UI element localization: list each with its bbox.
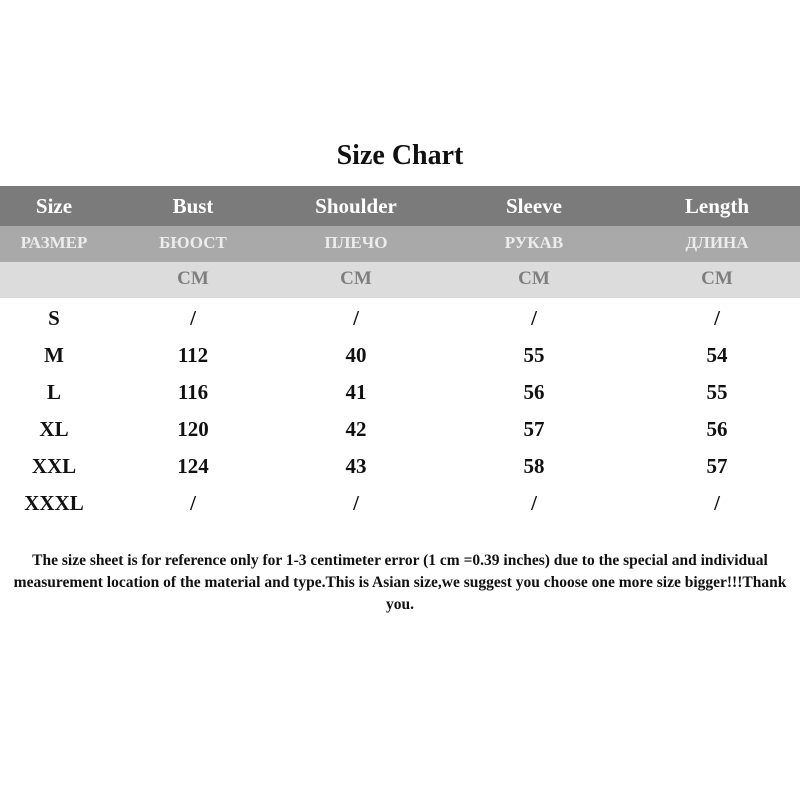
- chart-title: Size Chart: [336, 140, 464, 171]
- header-ru-shoulder: ПЛЕЧО: [324, 233, 388, 252]
- header-ru-sleeve: РУКАВ: [504, 233, 564, 252]
- cell-bust: /: [190, 306, 196, 330]
- cell-length: /: [714, 306, 720, 330]
- cell-shoulder: 40: [345, 343, 367, 367]
- unit-size: [0, 262, 108, 298]
- header-size: Size: [35, 194, 73, 218]
- table-row: [0, 485, 800, 522]
- header-ru-length: ДЛИНА: [685, 233, 749, 252]
- cell-length: 54: [706, 343, 728, 367]
- header-ru-bust: БЮОСТ: [159, 233, 227, 252]
- cell-size: M: [44, 343, 64, 367]
- cell-sleeve: 55: [523, 343, 545, 367]
- header-row-russian: [0, 226, 800, 262]
- cell-length: 57: [706, 454, 728, 478]
- cell-shoulder: /: [353, 491, 359, 515]
- unit-shoulder: CM: [340, 268, 372, 289]
- header-length: Length: [684, 194, 750, 218]
- table-row: [0, 448, 800, 485]
- header-row-english: [0, 186, 800, 226]
- cell-length: /: [714, 491, 720, 515]
- unit-bust: CM: [177, 268, 209, 289]
- table-row: [0, 337, 800, 374]
- header-shoulder: Shoulder: [315, 194, 397, 218]
- cell-bust: 124: [177, 454, 209, 478]
- units-row: [0, 262, 800, 298]
- cell-length: 56: [706, 417, 728, 441]
- cell-size: XL: [39, 417, 69, 441]
- table-row: [0, 300, 800, 337]
- cell-sleeve: 56: [523, 380, 545, 404]
- unit-sleeve: CM: [518, 268, 550, 289]
- cell-bust: /: [190, 491, 196, 515]
- cell-bust: 116: [177, 380, 209, 404]
- header-bust: Bust: [172, 194, 214, 218]
- cell-size: S: [48, 306, 60, 330]
- cell-size: XXL: [31, 454, 77, 478]
- cell-bust: 120: [177, 417, 209, 441]
- unit-length: CM: [701, 268, 733, 289]
- reference-note: The size sheet is for reference only for 1-3 centimeter error (1 cm =0.39 inches) due to the special and individual measurement location of the material and type.This is Asian size,we suggest you choose one more size bigger!!!Thank you.: [13, 552, 787, 613]
- cell-shoulder: 41: [345, 380, 367, 404]
- cell-shoulder: 43: [345, 454, 367, 478]
- cell-sleeve: /: [531, 491, 537, 515]
- cell-bust: 112: [177, 343, 209, 367]
- cell-length: 55: [706, 380, 728, 404]
- cell-shoulder: 42: [345, 417, 367, 441]
- cell-shoulder: /: [353, 306, 359, 330]
- table-row: [0, 374, 800, 411]
- cell-size: XXXL: [24, 491, 84, 515]
- table-row: [0, 411, 800, 448]
- header-sleeve: Sleeve: [506, 194, 562, 218]
- cell-sleeve: /: [531, 306, 537, 330]
- cell-size: L: [46, 380, 61, 404]
- header-ru-size: РАЗМЕР: [20, 233, 88, 252]
- cell-sleeve: 58: [523, 454, 545, 478]
- cell-sleeve: 57: [523, 417, 545, 441]
